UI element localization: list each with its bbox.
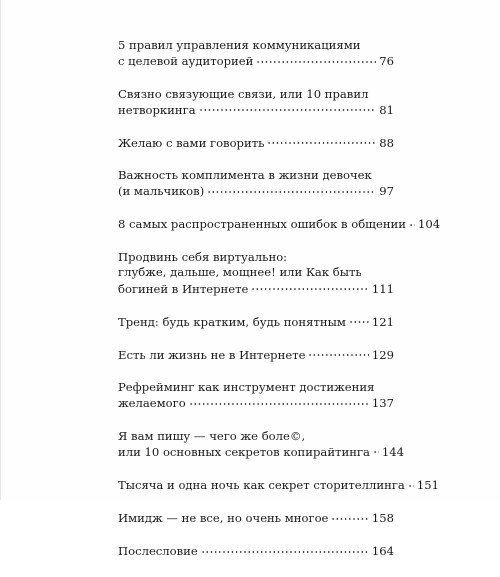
toc-entry-last-line — [118, 396, 394, 412]
toc-entry — [118, 544, 394, 560]
toc-entry-last-line — [118, 347, 394, 363]
toc-entry — [118, 314, 394, 330]
dot-leader — [331, 511, 368, 523]
toc-entry-last-line — [118, 477, 439, 493]
toc-entry-title-line: Есть ли жизнь не в Интернете — [118, 347, 306, 362]
toc-entry-title-line: глубже, дальше, мощнее! или Как быть — [118, 265, 362, 280]
toc-entry-last-line — [118, 281, 394, 297]
toc-entry-last-line — [118, 544, 394, 560]
toc-entry — [118, 511, 394, 527]
toc-entry — [118, 380, 394, 412]
toc-page-number: 121 — [371, 314, 394, 329]
toc-entry — [118, 250, 394, 297]
toc-entry-title-line: Связно связующие связи, или 10 правил — [118, 86, 369, 101]
toc-entry-title-line: 8 самых распространенных ошибок в общении — [118, 217, 406, 232]
toc-entry-title-line: Рефрейминг как инструмент достижения — [118, 380, 375, 395]
toc-page-number: 111 — [371, 281, 394, 296]
toc-entry-last-line — [118, 444, 405, 460]
toc-entry-title-line: Тысяча и одна ночь как секрет сторителлинга — [118, 478, 405, 493]
toc-entry-last-line — [118, 54, 394, 70]
dot-leader — [199, 102, 377, 114]
dot-leader — [189, 396, 369, 408]
toc-entry-title-line: желаемого — [118, 396, 186, 411]
dot-leader — [408, 477, 414, 489]
toc-entry-title-line: Имидж — не все, но очень многое — [118, 511, 329, 526]
toc-page-number: 97 — [379, 184, 394, 199]
toc-entry — [118, 38, 394, 70]
toc-entry-title-line: Послесловие — [118, 544, 198, 559]
dot-leader — [201, 544, 369, 556]
toc-entry-title-line: или 10 основных секретов копирайтинга — [118, 444, 370, 459]
toc-entry-title-line: богиней в Интернете — [118, 281, 249, 296]
toc-page-number: 129 — [371, 347, 394, 362]
toc-entry-title-line: Продвинь себя виртуально: — [118, 249, 288, 264]
toc-entry-last-line — [118, 314, 394, 330]
table-of-contents — [118, 38, 441, 577]
toc-entry — [118, 87, 394, 119]
toc-entry-title-line: (и мальчиков) — [118, 184, 205, 199]
toc-page-number: 81 — [379, 102, 394, 117]
toc-entry-title-line: Тренд: будь кратким, будь понятным — [118, 314, 346, 329]
toc-entry-last-line — [118, 102, 394, 118]
dot-leader — [373, 444, 379, 456]
dot-leader — [308, 347, 368, 359]
toc-entry-title-line: 5 правил управления коммуникациями — [118, 38, 361, 52]
toc-entry — [118, 135, 394, 151]
toc-entry-last-line — [118, 217, 441, 233]
toc-page-number: 137 — [371, 396, 394, 411]
toc-page-number: 76 — [379, 54, 394, 69]
toc-entry — [118, 217, 441, 233]
toc-entry — [118, 347, 394, 363]
toc-entry-last-line — [118, 511, 394, 527]
dot-leader — [207, 184, 376, 196]
dot-leader — [251, 281, 368, 293]
dot-leader — [409, 217, 415, 229]
dot-leader — [256, 54, 376, 66]
toc-page-number: 164 — [371, 544, 394, 559]
toc-entry-title-line: Желаю с вами говорить — [118, 135, 265, 150]
dot-leader — [349, 314, 369, 326]
toc-page-number: 144 — [381, 444, 405, 459]
toc-entry-title-line: с целевой аудиторией — [118, 54, 254, 69]
toc-entry-title-line: Важность комплимента в жизни девочек — [118, 168, 372, 183]
toc-page-number: 88 — [379, 135, 394, 150]
toc-page-number: 158 — [371, 511, 394, 526]
toc-entry-last-line — [118, 184, 394, 200]
toc-entry — [118, 428, 405, 461]
toc-entry — [118, 477, 439, 493]
toc-entry — [118, 168, 394, 200]
dot-leader — [267, 135, 376, 147]
toc-entry-title-line: Я вам пишу — чего же боле©, — [118, 428, 306, 443]
toc-page-number: 151 — [416, 478, 439, 493]
toc-page-number: 104 — [418, 217, 441, 232]
toc-entry-title-line: нетворкинга — [118, 102, 196, 117]
toc-entry-last-line — [118, 135, 394, 151]
